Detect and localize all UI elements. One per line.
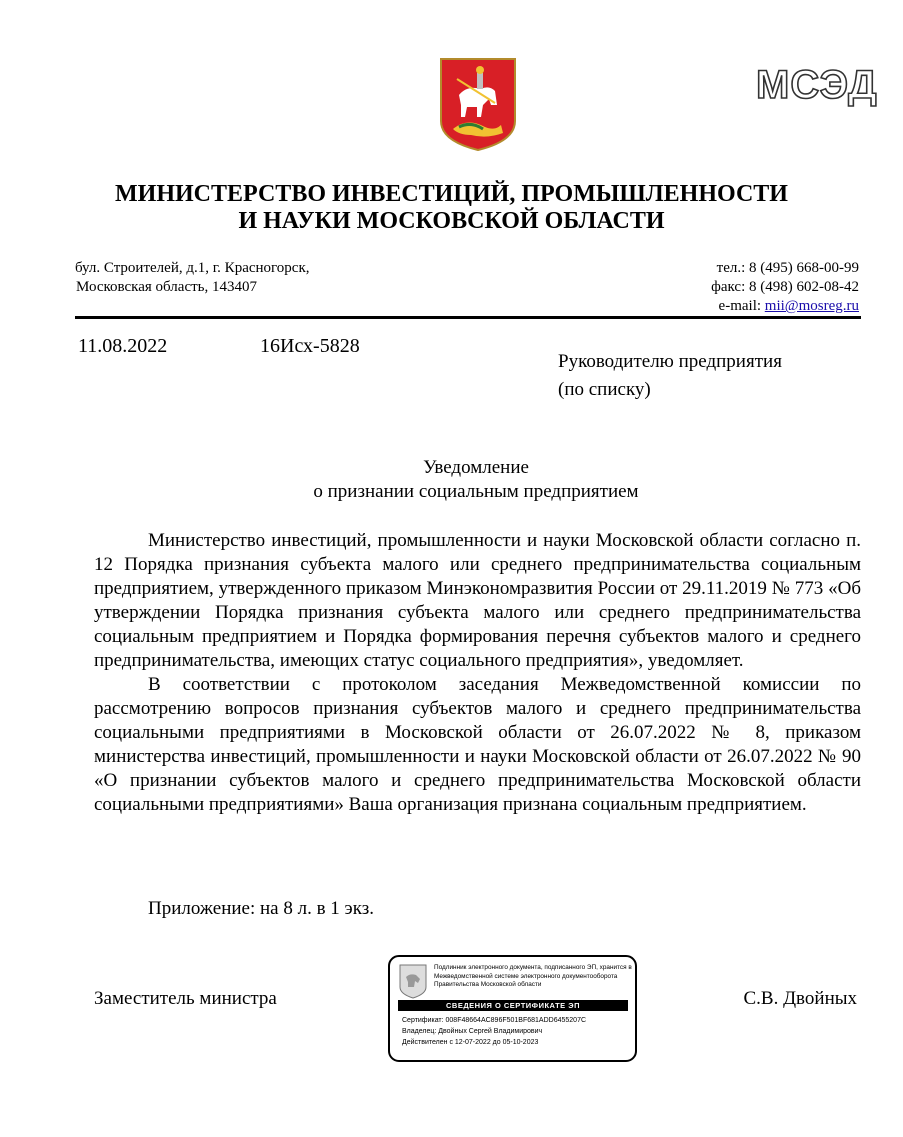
recipient-line1: Руководителю предприятия bbox=[558, 351, 782, 372]
subject-title: Уведомление bbox=[423, 457, 529, 478]
recipient-line2: (по списку) bbox=[558, 379, 651, 400]
stamp-owner: Владелец: Двойных Сергей Владимирович bbox=[402, 1028, 543, 1035]
ministry-name-line2: И НАУКИ МОСКОВСКОЙ ОБЛАСТИ bbox=[238, 208, 665, 234]
subject-line2: о признании социальным предприятием bbox=[313, 481, 639, 502]
address-line2: Московская область, 143407 bbox=[76, 279, 257, 295]
msed-logo: МСЭД bbox=[756, 63, 878, 107]
body-paragraph-1: Министерство инвестиций, промышленности и науки Московской области согласно п. 12 Порядка признания субъекта малого или среднего предпринимательства социальным предприятием, утвержденного приказом Минэкономразвития России от 29.11.2019 № 773 «Об утверждении Порядка признания субъекта малого или среднего предпринимательства социальным предприятием и Порядка формирования перечня субъектов малого и среднего предпринимательства, имеющих статус социального предприятия», уведомляет. bbox=[94, 530, 861, 671]
ministry-name-line1: МИНИСТЕРСТВО ИНВЕСТИЦИЙ, ПРОМЫШЛЕННОСТИ bbox=[115, 181, 788, 207]
stamp-header: СВЕДЕНИЯ О СЕРТИФИКАТЕ ЭП bbox=[398, 1000, 628, 1011]
stamp-certificate: Сертификат: 008F48664AC896F501BF681ADD6455207C bbox=[402, 1017, 587, 1024]
fax: факс: 8 (498) 602-08-42 bbox=[711, 279, 859, 295]
registration-number: 16Исх-5828 bbox=[260, 335, 360, 357]
phone: тел.: 8 (495) 668-00-99 bbox=[716, 260, 859, 276]
letter-body bbox=[94, 529, 861, 817]
email-line bbox=[719, 295, 859, 317]
registration-date: 11.08.2022 bbox=[78, 335, 168, 357]
signer-position: Заместитель министра bbox=[94, 988, 277, 1009]
moscow-oblast-coat-of-arms-icon bbox=[437, 55, 519, 152]
signer-name: С.В. Двойных bbox=[743, 988, 857, 1009]
email-link[interactable]: mii@mosreg.ru bbox=[764, 298, 859, 314]
stamp-note: Подлинник электронного документа, подписанного ЭП, хранится в Межведомственной системе электронного документооборота Правительства Московской области bbox=[434, 964, 632, 988]
stamp-validity: Действителен с 12-07-2022 до 05-10-2023 bbox=[402, 1039, 539, 1046]
header-divider bbox=[75, 316, 861, 319]
email-label: e-mail: bbox=[718, 298, 765, 314]
address-line1: бул. Строителей, д.1, г. Красногорск, bbox=[75, 260, 310, 276]
coat-of-arms-icon bbox=[398, 963, 428, 999]
attachment-note: Приложение: на 8 л. в 1 экз. bbox=[148, 898, 374, 919]
body-paragraph-2: В соответствии с протоколом заседания Межведомственной комиссии по рассмотрению вопросов признания субъектов малого и среднего предпринимательства социальными предприятиями в Московской области от 26.07.2022 № 8, приказом министерства инвестиций, промышленности и науки Московской области от 26.07.2022 № 90 «О признании субъектов малого и среднего предпринимательства Московской области социальными предприятиями» Ваша организация признана социальным предприятием. bbox=[94, 674, 861, 815]
electronic-signature-stamp bbox=[388, 955, 637, 1062]
